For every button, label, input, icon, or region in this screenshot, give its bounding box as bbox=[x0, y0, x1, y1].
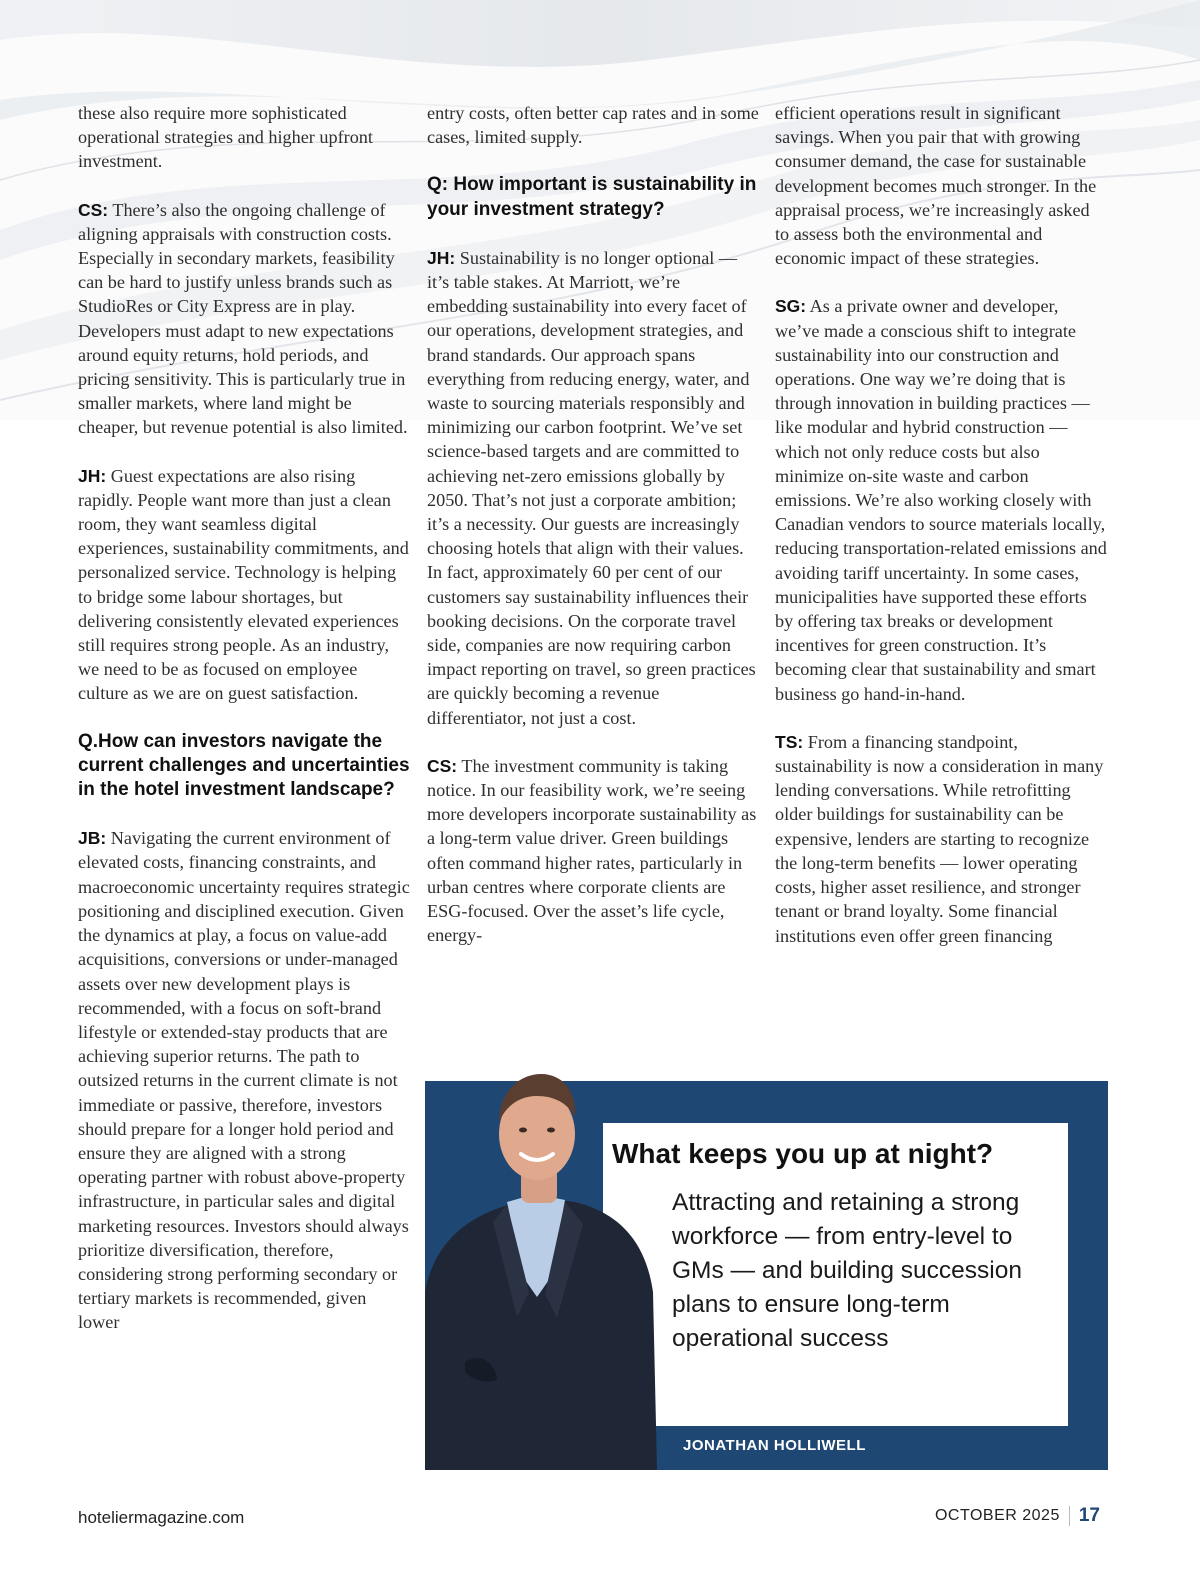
footer-issue-date: OCTOBER 2025 bbox=[934, 1507, 1060, 1524]
paragraph-text: Guest expectations are also rising rapidly. People want more than just a clean room, they want seamless digital experiences, sustainability commitments, and personalized service. Technology is helping to bridge some labour shortages, but delivering consistently elevated experiences still requires strong people. As an industry, we need to be as focused on employee culture as we are on guest satisfaction. bbox=[78, 465, 409, 704]
footer-website: hoteliermagazine.com bbox=[78, 1508, 245, 1527]
paragraph bbox=[427, 246, 759, 730]
paragraph bbox=[775, 101, 1107, 270]
paragraph bbox=[78, 826, 410, 1334]
speaker-initials: CS: bbox=[78, 199, 109, 220]
question-heading: Q: How important is sustainability in your investment strategy? bbox=[427, 174, 757, 220]
paragraph bbox=[427, 101, 759, 149]
speaker-initials: JH: bbox=[78, 465, 107, 486]
person-photo bbox=[425, 1062, 665, 1470]
paragraph-text: entry costs, often better cap rates and in some cases, limited supply. bbox=[427, 103, 759, 148]
paragraph bbox=[775, 730, 1107, 948]
speaker-initials: JH: bbox=[427, 247, 456, 268]
text-column-3 bbox=[775, 101, 1107, 972]
text-column-1 bbox=[78, 101, 410, 1359]
paragraph-text: There’s also the ongoing challenge of aligning appraisals with construction costs. Especially in secondary markets, feasibility can be hard to justify unless brands such as StudioRes or City Express are in play. Developers must adapt to new expectations around equity returns, hold periods, and pricing sensitivity. This is particularly true in smaller markets, where land might be cheaper, but revenue potential is also limited. bbox=[78, 199, 408, 438]
footer-separator bbox=[1069, 1506, 1070, 1526]
paragraph-text: The investment community is taking notice. In our feasibility work, we’re seeing more developers incorporate sustainability as a long-term value driver. Green buildings often command higher rates, particularly in urban centres where corporate clients are ESG-focused. Over the asset’s life cycle, energy- bbox=[427, 755, 757, 946]
callout-title: What keeps you up at night? bbox=[612, 1138, 994, 1169]
paragraph-text: Navigating the current environment of elevated costs, financing constraints, and macroeconomic uncertainty requires strategic positioning and disciplined execution. Given the dynamics at play, a focus on value-add acquisitions, conversions or under-managed assets over new development plays is recommended, with a focus on soft-brand lifestyle or extended-stay products that are achieving superior returns. The path to outsized returns in the current climate is not immediate or passive, therefore, investors should prepare for a longer hold period and ensure they are aligned with a strong operating partner with robust above-property infrastructure, in particular sales and digital marketing resources. Investors should always prioritize diversification, therefore, considering strong performing secondary or tertiary markets is recommended, given lower bbox=[78, 828, 410, 1333]
speaker-initials: SG: bbox=[775, 296, 807, 317]
question-heading: Q.How can investors navigate the current challenges and uncertainties in the hotel investment landscape? bbox=[78, 730, 410, 801]
text-column-2 bbox=[427, 101, 759, 972]
paragraph bbox=[78, 101, 410, 174]
paragraph-text: these also require more sophisticated operational strategies and higher upfront investment. bbox=[78, 103, 373, 172]
callout-answer: Attracting and retaining a strong workforce — from entry-level to GMs — and building succession plans to ensure long-term operational success bbox=[672, 1189, 1022, 1352]
callout-person-name: JONATHAN HOLLIWELL bbox=[683, 1437, 866, 1454]
footer-issue-info bbox=[935, 1505, 1100, 1527]
paragraph bbox=[78, 464, 410, 706]
page-number: 17 bbox=[1078, 1505, 1100, 1526]
paragraph-text: Sustainability is no longer optional — it’s table stakes. At Marriott, we’re embedding sustainability into every facet of our operations, development strategies, and brand standards. Our approach spans everything from reducing energy, water, and waste to sourcing materials responsibly and minimizing our carbon footprint. We’ve set science-based targets and are committed to achieving net-zero emissions globally by 2050. That’s not just a corporate ambition; it’s a necessity. Our guests are increasingly choosing hotels that align with their values. In fact, approximately 60 per cent of our customers say sustainability influences their booking decisions. On the corporate travel side, companies are now requiring carbon impact reporting on travel, so green practices are quickly becoming a revenue differentiator, not just a cost. bbox=[427, 247, 756, 728]
speaker-initials: TS: bbox=[775, 731, 804, 752]
paragraph-text: efficient operations result in significant savings. When you pair that with growing consumer demand, the case for sustainable development becomes much stronger. In the appraisal process, we’re increasingly asked to assess both the environmental and economic impact of these strategies. bbox=[775, 103, 1097, 269]
speaker-initials: CS: bbox=[427, 755, 458, 776]
speaker-initials: JB: bbox=[78, 828, 107, 849]
paragraph-text: As a private owner and developer, we’ve made a conscious shift to integrate sustainability into our construction and operations. One way we’re doing that is through innovation in building practices — like modular and hybrid construction — which not only reduce costs but also minimize on-site waste and carbon emissions. We’re also working closely with Canadian vendors to source materials locally, reducing transportation-related emissions and avoiding tariff uncertainty. In some cases, municipalities have supported these efforts by offering tax breaks or development incentives for green construction. It’s becoming clear that sustainability and smart business go hand-in-hand. bbox=[775, 296, 1107, 704]
paragraph-text: From a financing standpoint, sustainability is now a consideration in many lending conversations. While retrofitting older buildings for sustainability can be expensive, lenders are starting to recognize the long-term benefits — lower operating costs, higher asset resilience, and stronger tenant or brand loyalty. Some financial institutions even offer green financing bbox=[775, 731, 1104, 946]
paragraph bbox=[427, 754, 759, 948]
paragraph bbox=[775, 294, 1107, 705]
paragraph bbox=[78, 198, 410, 440]
